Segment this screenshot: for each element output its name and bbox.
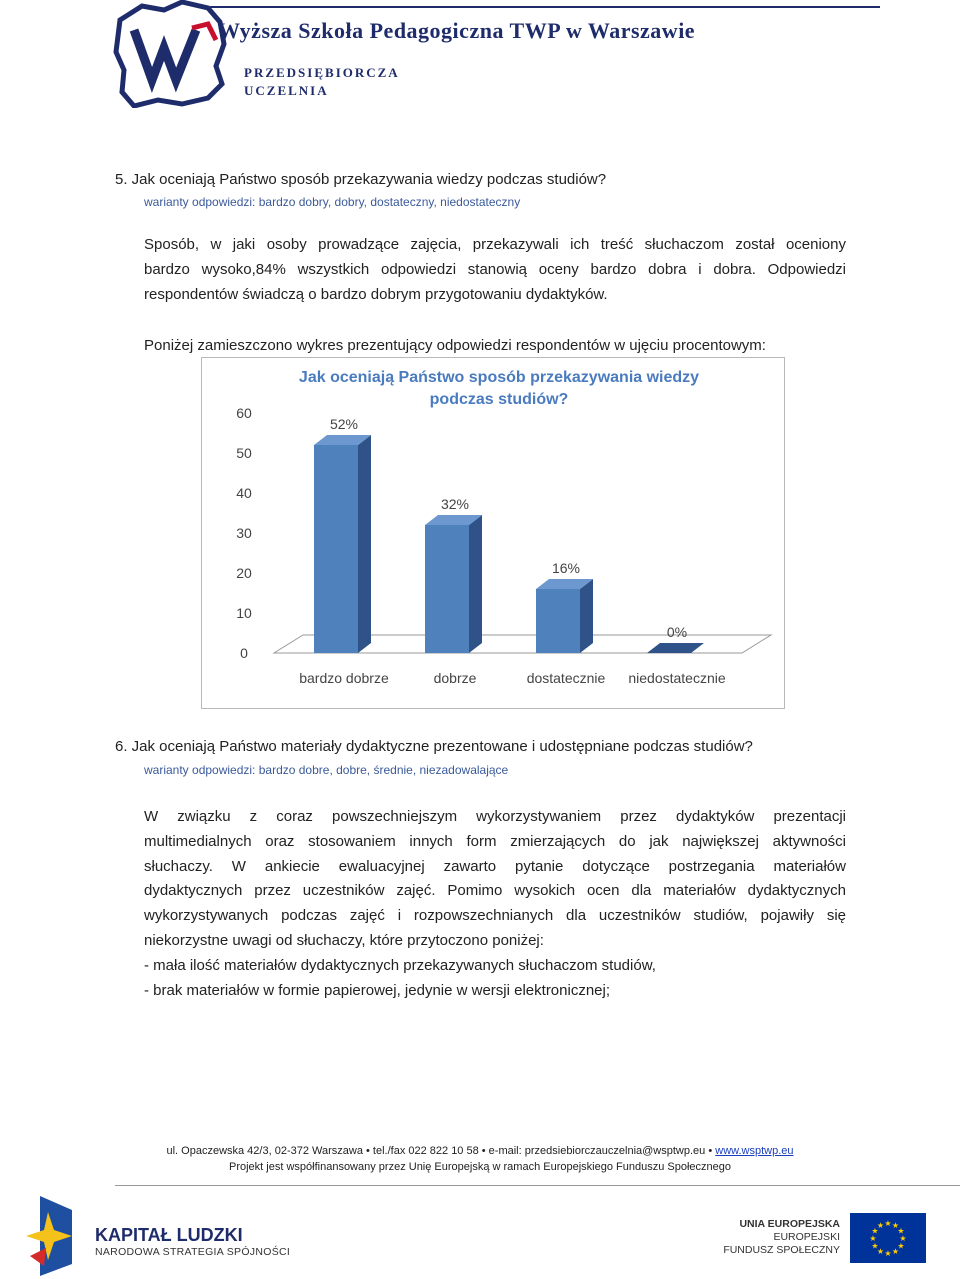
subtitle-line-1: PRZEDSIĘBIORCZA [244,65,400,80]
data-label: 32% [440,496,470,512]
data-label: 0% [666,624,688,640]
eu-line-1: UNIA EUROPEJSKA [739,1218,840,1230]
x-tick-label: bardzo dobrze [299,670,389,686]
kapital-ludzki-subtitle: NARODOWA STRATEGIA SPÓJNOŚCI [95,1246,291,1258]
header-rule [210,6,880,8]
eu-star-icon: ★ [884,1219,892,1228]
y-tick-label: 60 [236,405,252,421]
paragraph-line: multimedialnych oraz stosowaniem innych form zmierzających do jak największej aktywności [144,832,846,850]
chart-bars [314,416,704,653]
school-subtitle [244,64,400,100]
eu-star-icon: ★ [876,1246,885,1256]
section-6-paragraph [144,805,846,1003]
x-axis [299,670,726,686]
eu-star-icon: ★ [871,1226,879,1236]
y-tick-label: 40 [236,485,252,501]
footer-address-text: ul. Opaczewska 42/3, 02-372 Warszawa • tel./fax 022 822 10 58 • e-mail: przedsiebiorczauczelnia@wsptwp.eu • [166,1145,716,1157]
bar-side [358,435,371,653]
paragraph-line: respondentów świadczą o bardzo dobrym przygotowaniu dydaktyków. [144,285,608,303]
eu-line-2: EUROPEJSKI [773,1231,840,1243]
question-6: 6. Jak oceniają Państwo materiały dydaktyczne prezentowane i udostępniane podczas studiów? [115,738,753,755]
bar-front [536,589,580,653]
paragraph-line: Sposób, w jaki osoby prowadzące zajęcia, przekazywali ich treść słuchaczom został oceniony [144,236,846,253]
y-tick-label: 0 [240,645,248,661]
x-tick-label: dobrze [433,670,477,686]
bar-front [425,525,469,653]
question-5-variants: warianty odpowiedzi: bardzo dobry, dobry, dostateczny, niedostateczny [144,195,521,209]
bar-side [580,579,593,653]
chart-title-line-1: Jak oceniają Państwo sposób przekazywania wiedzy [298,369,700,386]
y-axis [236,405,252,661]
bar-side [469,515,482,653]
section-5-paragraph [144,233,846,307]
eu-line-3: FUNDUSZ SPOŁECZNY [723,1244,840,1256]
eu-star-icon: ★ [899,1234,907,1243]
data-label: 16% [551,560,581,576]
kapital-ludzki-title: KAPITAŁ LUDZKI [95,1225,243,1245]
chart-frame [201,357,785,709]
footer-cofinanced: Projekt jest współfinansowany przez Unię Europejską w ramach Europejskiego Funduszu Społecznego [229,1161,731,1173]
y-tick-label: 10 [236,605,252,621]
y-tick-label: 50 [236,445,252,461]
school-name: Wyższa Szkoła Pedagogiczna TWP w Warszawie [218,18,696,43]
paragraph-line: dydaktycznych przez uczestników zajęć. Pomimo wysokich ocen dla materiałów dydaktycznych [144,882,846,900]
eu-star-icon: ★ [884,1249,892,1258]
eu-star-icon: ★ [869,1234,877,1243]
kapital-ludzki-logo-icon [26,1196,78,1276]
y-tick-label: 30 [236,525,252,541]
eu-star-icon: ★ [891,1246,900,1256]
website-link[interactable]: www.wsptwp.eu [715,1145,794,1157]
subtitle-line-2: UCZELNIA [244,83,329,98]
eu-star-icon: ★ [891,1221,900,1231]
eu-flag-icon [850,1213,926,1263]
header [0,0,960,110]
paragraph-line: niekorzystne uwagi od słuchaczy, które przytoczono poniżej: [144,931,544,949]
paragraph-line: bardzo wysoko,84% wszystkich odpowiedzi stanowią oceny bardzo dobra i dobra. Odpowiedzi [144,260,846,278]
bar [314,416,371,653]
paragraph-line: słuchaczy. W ankiecie ewaluacyjnej zawarto pytanie dotyczące postrzegania materiałów [144,857,846,875]
data-label: 52% [329,416,359,432]
y-tick-label: 20 [236,565,252,581]
question-6-variants: warianty odpowiedzi: bardzo dobre, dobre, średnie, niezadowalające [144,763,509,777]
university-logo [112,0,232,108]
footer-address [0,1145,960,1157]
eu-star-icon: ★ [897,1226,905,1236]
eu-star-icon: ★ [876,1221,885,1231]
paragraph-line: W związku z coraz powszechniejszym wykorzystywaniem przez dydaktyków prezentacji [144,808,846,825]
list-item: - mała ilość materiałów dydaktycznych przekazywanych słuchaczom studiów, [144,956,656,974]
eu-star-icon: ★ [871,1241,879,1251]
bar-front [314,445,358,653]
eu-label [700,1218,840,1257]
chart-intro: Poniżej zamieszczono wykres prezentujący odpowiedzi respondentów w ujęciu procentowym: [144,337,766,354]
x-tick-label: niedostatecznie [628,670,726,686]
paragraph-line: wykorzystywanych podczas zajęć i rozpowszechnianych dla uczestników studiów, pojawiły się [144,907,846,925]
bar-chart [202,358,784,708]
bar [425,496,482,653]
x-tick-label: dostatecznie [526,670,606,686]
question-5: 5. Jak oceniają Państwo sposób przekazywania wiedzy podczas studiów? [115,171,607,188]
list-item: - brak materiałów w formie papierowej, jedynie w wersji elektronicznej; [144,981,611,999]
bar [536,560,593,653]
chart-title-line-2: podczas studiów? [429,391,569,408]
footer-rule [115,1185,960,1186]
eu-star-icon: ★ [897,1241,905,1251]
